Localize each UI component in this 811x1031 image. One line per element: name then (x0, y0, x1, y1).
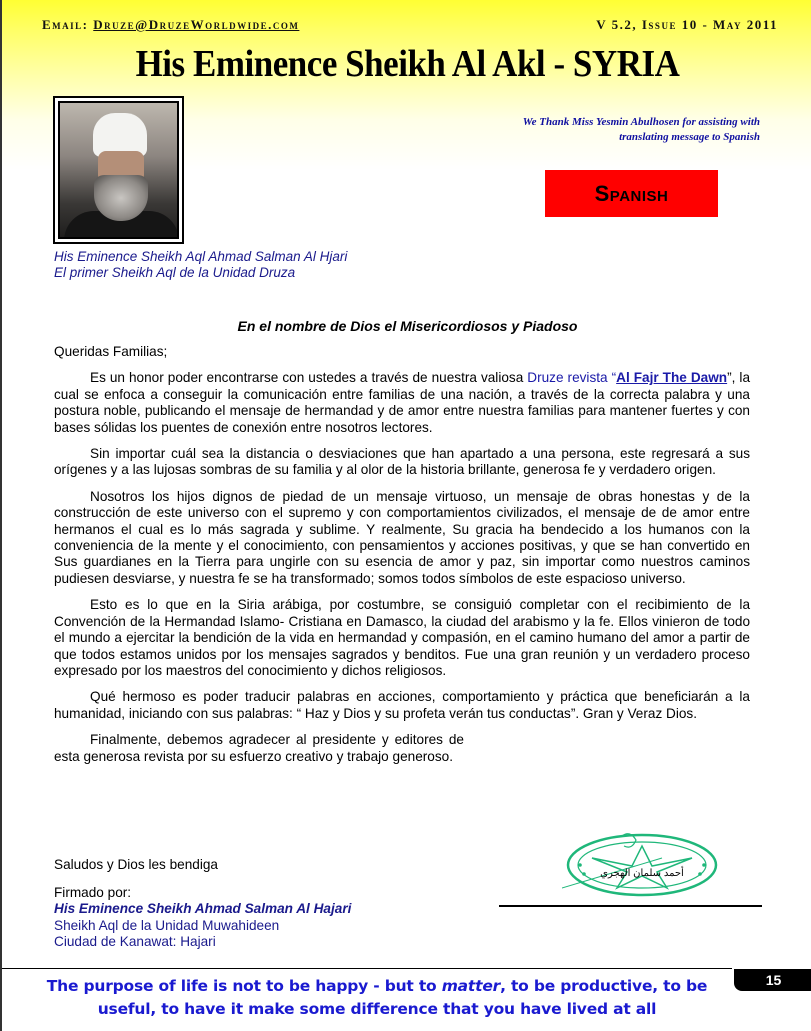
signer-title: Sheikh Aql de la Unidad Muwahideen (54, 917, 280, 933)
signature-line (499, 905, 762, 907)
language-badge (545, 170, 718, 217)
caption-line-2: El primer Sheikh Aql de la Unidad Druza (54, 265, 296, 280)
signer-city: Ciudad de Kanawat: Hajari (54, 934, 216, 950)
druze-revista-text: Druze revista (527, 370, 608, 386)
page-number: 15 (734, 969, 811, 991)
closing-line: Saludos y Dios les bendiga (54, 857, 218, 872)
email-line (42, 17, 299, 33)
paragraph-1: Es un honor poder encontrarse con ustedes a través de nuestra valiosa Druze revista “Al Fajr The Dawn”, la cual se enfoca a conseguir la comunicación entre familias de una nación, a través de la correcta palabra y una postura noble, publicando el mensaje de hermandad y de amor entre nuestra familias para mantener fuertes y con bases sólidas los puentes de conexión entre nosotros lectores. (54, 370, 751, 435)
signed-by-label: Firmado por: (54, 885, 132, 900)
letter-heading: En el nombre de Dios el Misericordiosos y Piadoso (237, 318, 578, 334)
paragraph-2: Sin importar cuál sea la distancia o desviaciones que han apartado a una persona, este regresará a sus orígenes y a las lujosas sombras de su familia y al olor de la historia brillante, generosa fe y verdadero origen. (54, 446, 750, 478)
portrait-image (58, 101, 179, 239)
page-title: His Eminence Sheikh Al Akl - SYRIA (135, 43, 680, 85)
paragraph-6: Finalmente, debemos agradecer al presidente y editores de esta generosa revista por su esfuerzo creativo y trabajo generoso. (54, 732, 464, 764)
paragraph-3: Nosotros los hijos dignos de piedad de un mensaje virtuoso, un mensaje de obras honestas y de la construcción de este universo con el supremo y con comportamientos civilizados, el mensaje de de amor entre hermanos el cual es lo más sagrada y sublime. Y realmente, Su gracia ha bendecido a los humanos con la conveniencia de la mente y el conocimiento, con pensamientos y acciones positivas, y que se han convertido en Sus guardianes en la Tierra para ungirle con su esencia de amor y paz, sin importar como nuestros caminos pudiesen desviarse, y nuestra fe se ha transformado; somos todos símbolos de este espacioso universo. (54, 488, 750, 586)
signature-block (54, 885, 351, 951)
footer-quote: The purpose of life is not to be happy - but to matter, to be productive, to be useful, to have it make some difference that you have lived at all (46, 977, 708, 1018)
salutation: Queridas Familias; (54, 344, 168, 359)
svg-text:أحمد سلمان الهجري: أحمد سلمان الهجري (600, 868, 684, 879)
issue-info: V 5.2, Issue 10 - May 2011 (596, 17, 778, 32)
signer-name: His Eminence Sheikh Ahmad Salman Al Hajari (54, 901, 352, 917)
al-fajr-link[interactable]: Al Fajr The Dawn (616, 370, 728, 386)
language-badge-label: Spanish (594, 180, 669, 206)
email-link[interactable]: Druze@DruzeWorldwide.com (93, 17, 300, 32)
acknowledgement-note: We Thank Miss Yesmin Abulhosen for assisting with translating message to Spanish (522, 116, 760, 143)
footer-divider (2, 968, 732, 969)
paragraph-4: Esto es lo que en la Siria arábiga, por costumbre, se consiguió completar con el recibimiento de la Convención de la Hermandad Islamo- Cristiana en Damasco, la ciudad del arabismo y la fe. Ellos vinieron de todo el mundo a ejercitar la bendición de la vida en hermandad y compasión, en el camino humano del amor a partir de que todos estamos unidos por los mensajes sagrados y benditos. Fue una gran reunión y un verdadero proceso expresado por los maestros del conocimiento y dichos religiosos. (54, 597, 750, 678)
paragraph-5: Qué hermoso es poder traducir palabras en acciones, comportamiento y práctica que beneficiarán a la humanidad, iniciando con sus palabras: “ Haz y Dios y su profeta verán tus conductas”. Gran y Veraz Dios. (54, 689, 750, 721)
letter-body (54, 344, 750, 775)
official-seal-icon (562, 828, 722, 898)
email-label: Email: (42, 17, 89, 32)
photo-caption (54, 249, 347, 281)
caption-line-1: His Eminence Sheikh Aql Ahmad Salman Al Hjari (54, 249, 348, 264)
portrait-photo (53, 96, 184, 244)
